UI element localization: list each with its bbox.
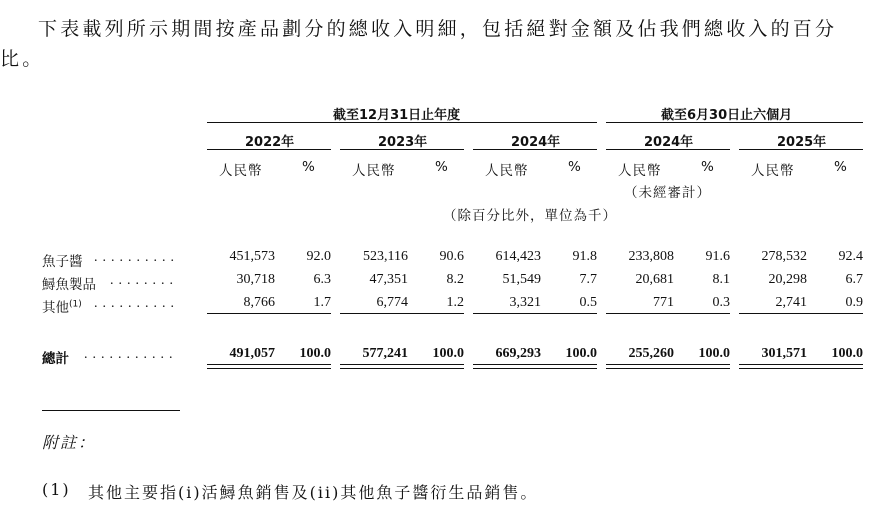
year-rule-2022 bbox=[207, 149, 331, 150]
row-label-text: 鱘魚製品 bbox=[42, 277, 96, 293]
table-cell: 20,681 bbox=[635, 272, 674, 287]
total-cell: 255,260 bbox=[628, 346, 674, 361]
table-cell: 6.3 bbox=[313, 272, 331, 287]
table-cell: 0.3 bbox=[712, 295, 730, 310]
total-cell: 100.0 bbox=[299, 346, 331, 361]
total-cell: 301,571 bbox=[761, 346, 807, 361]
notes-separator bbox=[42, 410, 180, 411]
unaudited-note: （未經審計） bbox=[624, 185, 711, 201]
leader-dots: .......... bbox=[94, 250, 179, 265]
percent-header-2022: % bbox=[302, 159, 316, 175]
percent-header-2025-h1: % bbox=[834, 159, 848, 175]
row-label bbox=[42, 296, 82, 316]
table-cell: 1.7 bbox=[313, 295, 331, 310]
total-cell: 577,241 bbox=[362, 346, 408, 361]
total-double-rule-3 bbox=[473, 364, 597, 369]
subtotal-rule-1 bbox=[207, 313, 331, 314]
intro-paragraph: 下表載列所示期間按產品劃分的總收入明細，包括絕對金額及佔我們總收入的百分比。 bbox=[0, 18, 838, 70]
currency-header-2023: 人民幣 bbox=[352, 163, 396, 179]
year-rule-2024-h1 bbox=[606, 149, 730, 150]
total-cell: 669,293 bbox=[495, 346, 541, 361]
table-cell: 91.6 bbox=[705, 249, 730, 264]
total-double-rule-4 bbox=[606, 364, 730, 369]
currency-header-2025-h1: 人民幣 bbox=[751, 163, 795, 179]
total-cell: 100.0 bbox=[565, 346, 597, 361]
table-cell: 3,321 bbox=[509, 295, 541, 310]
total-label: 總計 bbox=[42, 351, 69, 367]
table-cell: 8.2 bbox=[446, 272, 464, 287]
unit-note: （除百分比外，單位為千） bbox=[443, 208, 617, 224]
subtotal-rule-4 bbox=[606, 313, 730, 314]
total-cell: 100.0 bbox=[432, 346, 464, 361]
group-header-annual: 截至12月31日止年度 bbox=[333, 108, 461, 123]
footnote-ref: (1) bbox=[69, 299, 82, 310]
row-label bbox=[42, 273, 96, 293]
table-cell: 51,549 bbox=[502, 272, 541, 287]
year-header-2024: 2024年 bbox=[511, 135, 561, 150]
group-rule-interim bbox=[606, 122, 863, 123]
row-label-text: 其他 bbox=[42, 300, 69, 316]
total-cell: 100.0 bbox=[831, 346, 863, 361]
year-header-2024-h1: 2024年 bbox=[644, 135, 694, 150]
currency-header-2022: 人民幣 bbox=[219, 163, 263, 179]
year-rule-2024 bbox=[473, 149, 597, 150]
year-rule-2025-h1 bbox=[739, 149, 863, 150]
table-cell: 6.7 bbox=[845, 272, 863, 287]
table-cell: 47,351 bbox=[369, 272, 408, 287]
table-cell: 233,808 bbox=[628, 249, 674, 264]
total-double-rule-5 bbox=[739, 364, 863, 369]
total-cell: 100.0 bbox=[698, 346, 730, 361]
table-cell: 1.2 bbox=[446, 295, 464, 310]
leader-dots: ........ bbox=[110, 273, 178, 288]
year-header-2023: 2023年 bbox=[378, 135, 428, 150]
total-cell: 491,057 bbox=[229, 346, 275, 361]
table-cell: 0.5 bbox=[579, 295, 597, 310]
currency-header-2024: 人民幣 bbox=[485, 163, 529, 179]
note-text: 其他主要指(i)活鱘魚銷售及(ii)其他魚子醬衍生品銷售。 bbox=[88, 483, 539, 502]
leader-dots: .......... bbox=[94, 296, 179, 311]
table-cell: 7.7 bbox=[579, 272, 597, 287]
table-cell: 8,766 bbox=[243, 295, 275, 310]
table-cell: 451,573 bbox=[229, 249, 275, 264]
note-marker: (1) bbox=[42, 480, 71, 499]
percent-header-2023: % bbox=[435, 159, 449, 175]
table-cell: 90.6 bbox=[439, 249, 464, 264]
total-double-rule-1 bbox=[207, 364, 331, 369]
subtotal-rule-2 bbox=[340, 313, 464, 314]
total-dots: ........... bbox=[84, 347, 178, 362]
notes-heading: 附註： bbox=[42, 433, 97, 452]
table-cell: 92.4 bbox=[838, 249, 863, 264]
year-header-2022: 2022年 bbox=[245, 135, 295, 150]
table-cell: 0.9 bbox=[845, 295, 863, 310]
table-cell: 523,116 bbox=[363, 249, 408, 264]
group-header-interim: 截至6月30日止六個月 bbox=[661, 108, 793, 123]
table-cell: 20,298 bbox=[768, 272, 807, 287]
row-label bbox=[42, 250, 83, 270]
year-rule-2023 bbox=[340, 149, 464, 150]
total-double-rule-2 bbox=[340, 364, 464, 369]
group-rule-annual bbox=[207, 122, 597, 123]
table-cell: 2,741 bbox=[775, 295, 807, 310]
subtotal-rule-3 bbox=[473, 313, 597, 314]
table-cell: 8.1 bbox=[712, 272, 730, 287]
table-cell: 614,423 bbox=[495, 249, 541, 264]
subtotal-rule-5 bbox=[739, 313, 863, 314]
row-label-text: 魚子醬 bbox=[42, 254, 83, 270]
table-cell: 278,532 bbox=[761, 249, 807, 264]
currency-header-2024-h1: 人民幣 bbox=[618, 163, 662, 179]
table-cell: 91.8 bbox=[572, 249, 597, 264]
year-header-2025-h1: 2025年 bbox=[777, 135, 827, 150]
table-cell: 92.0 bbox=[306, 249, 331, 264]
percent-header-2024-h1: % bbox=[701, 159, 715, 175]
table-cell: 6,774 bbox=[376, 295, 408, 310]
table-cell: 771 bbox=[653, 295, 674, 310]
table-cell: 30,718 bbox=[236, 272, 275, 287]
percent-header-2024: % bbox=[568, 159, 582, 175]
